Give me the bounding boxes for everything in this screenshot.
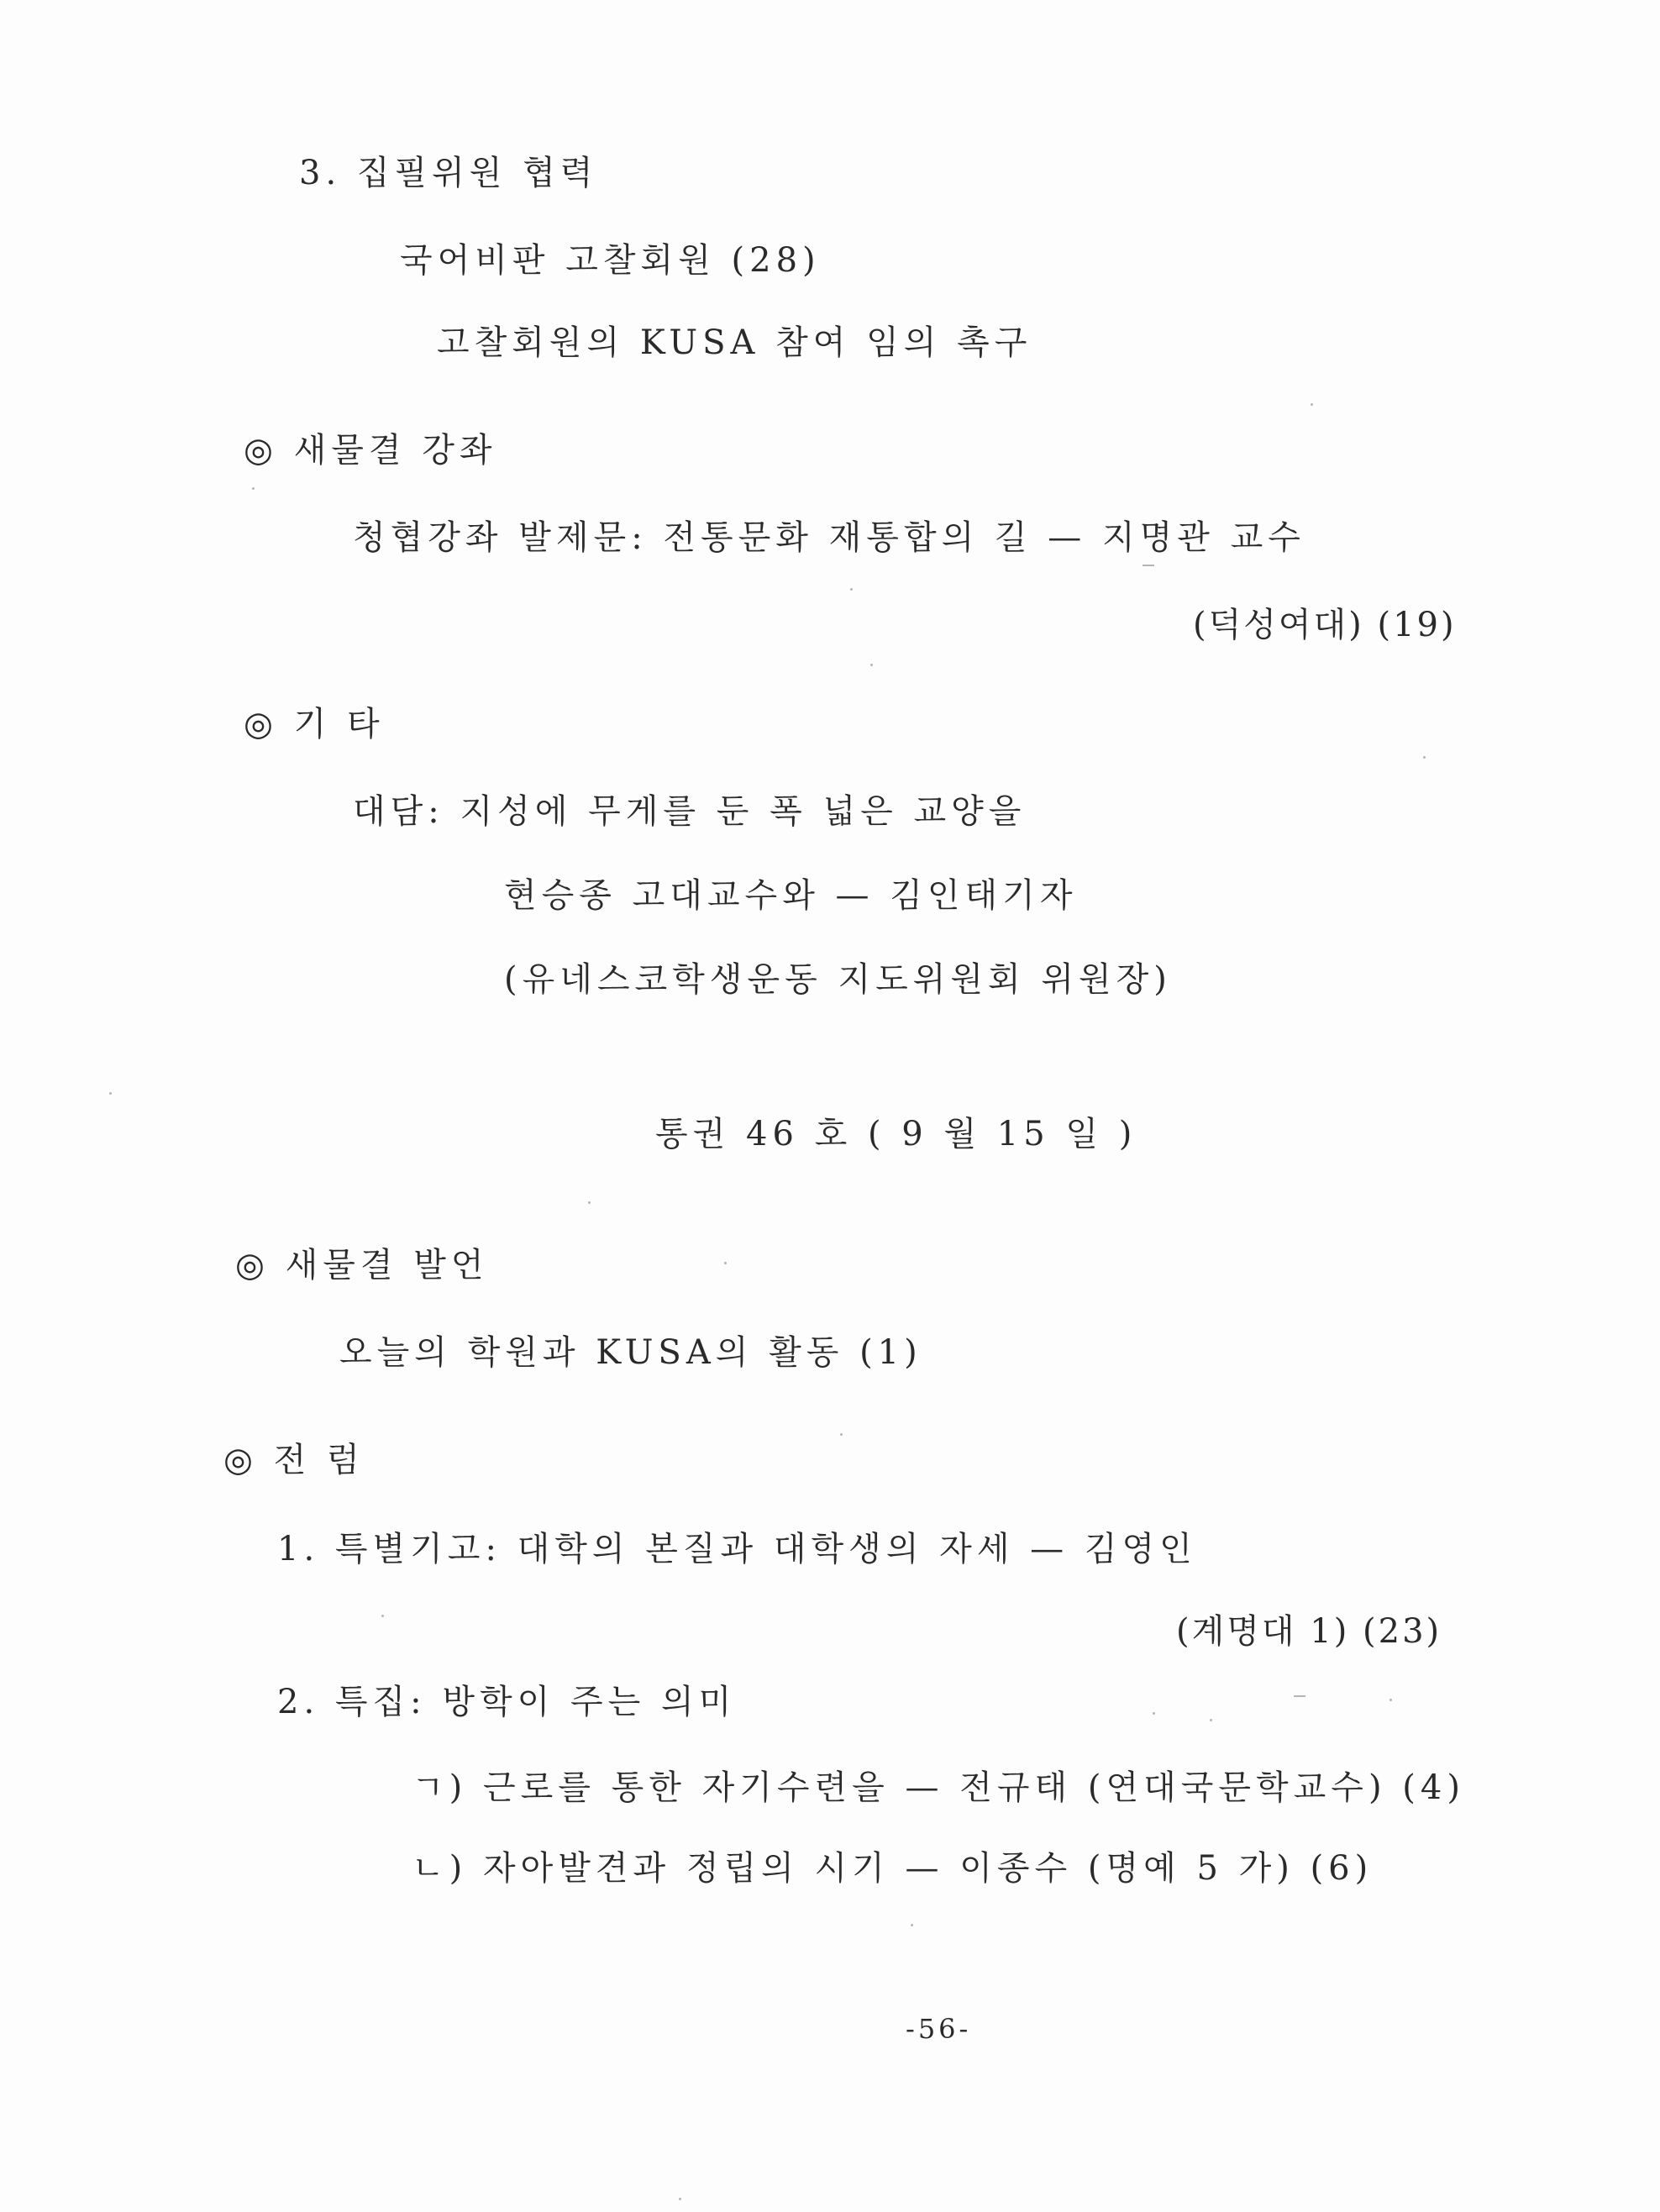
scan-speck <box>381 1615 384 1617</box>
scan-speck <box>1294 1695 1305 1697</box>
section-heading: ◎ 새물결 발언 <box>235 1246 489 1285</box>
text-line: ㄱ) 근로를 통한 자기수련을 — 전규태 (연대국문학교수) (4) <box>412 1768 1465 1807</box>
text-line: 고찰회원의 KUSA 참여 임의 촉구 <box>437 323 1032 362</box>
text-line: (덕성여대) (19) <box>1193 606 1457 644</box>
text-line: 현승종 고대교수와 — 김인태기자 <box>504 876 1078 915</box>
scan-speck <box>1389 1699 1392 1701</box>
scan-speck <box>850 588 853 591</box>
text-line: 청협강좌 발제문: 전통문화 재통합의 길 — 지명관 교수 <box>353 518 1305 557</box>
section-heading: ◎ 새물결 강좌 <box>244 431 497 470</box>
text-line: 1. 특별기고: 대학의 본질과 대학생의 자세 — 김영인 <box>277 1530 1197 1568</box>
text-line: 오늘의 학원과 KUSA의 활동 (1) <box>339 1333 922 1372</box>
scan-speck <box>679 2198 681 2200</box>
scan-speck <box>724 1262 727 1264</box>
scan-speck <box>109 1092 112 1095</box>
text-line: 국어비판 고찰회원 (28) <box>400 241 821 280</box>
section-heading: ◎ 전 럼 <box>223 1441 365 1479</box>
text-line: 2. 특집: 방학이 주는 의미 <box>277 1683 737 1721</box>
scan-speck <box>1423 756 1426 759</box>
scan-speck <box>1210 1719 1212 1721</box>
section-heading: 3. 집필위원 협력 <box>299 154 598 192</box>
text-line: (유네스코학생운동 지도위원회 위원장) <box>504 960 1172 999</box>
text-line: ㄴ) 자아발견과 정립의 시기 — 이종수 (명예 5 가) (6) <box>412 1849 1374 1888</box>
section-heading: ◎ 기 타 <box>244 705 385 743</box>
text-line: (계명대 1) (23) <box>1176 1612 1442 1651</box>
scan-speck <box>1311 403 1313 406</box>
scan-speck <box>252 487 255 490</box>
scan-speck <box>1153 1712 1155 1715</box>
issue-heading: 통권 46 호 ( 9 월 15 일 ) <box>655 1115 1137 1153</box>
scan-speck <box>588 1201 591 1204</box>
page-number: -56- <box>906 2013 972 2045</box>
text-line: 대담: 지성에 무게를 둔 폭 넓은 교양을 <box>353 792 1027 831</box>
scan-speck <box>1143 565 1154 566</box>
scan-speck <box>911 1924 913 1926</box>
scan-speck <box>870 664 873 666</box>
scan-speck <box>840 1433 843 1436</box>
